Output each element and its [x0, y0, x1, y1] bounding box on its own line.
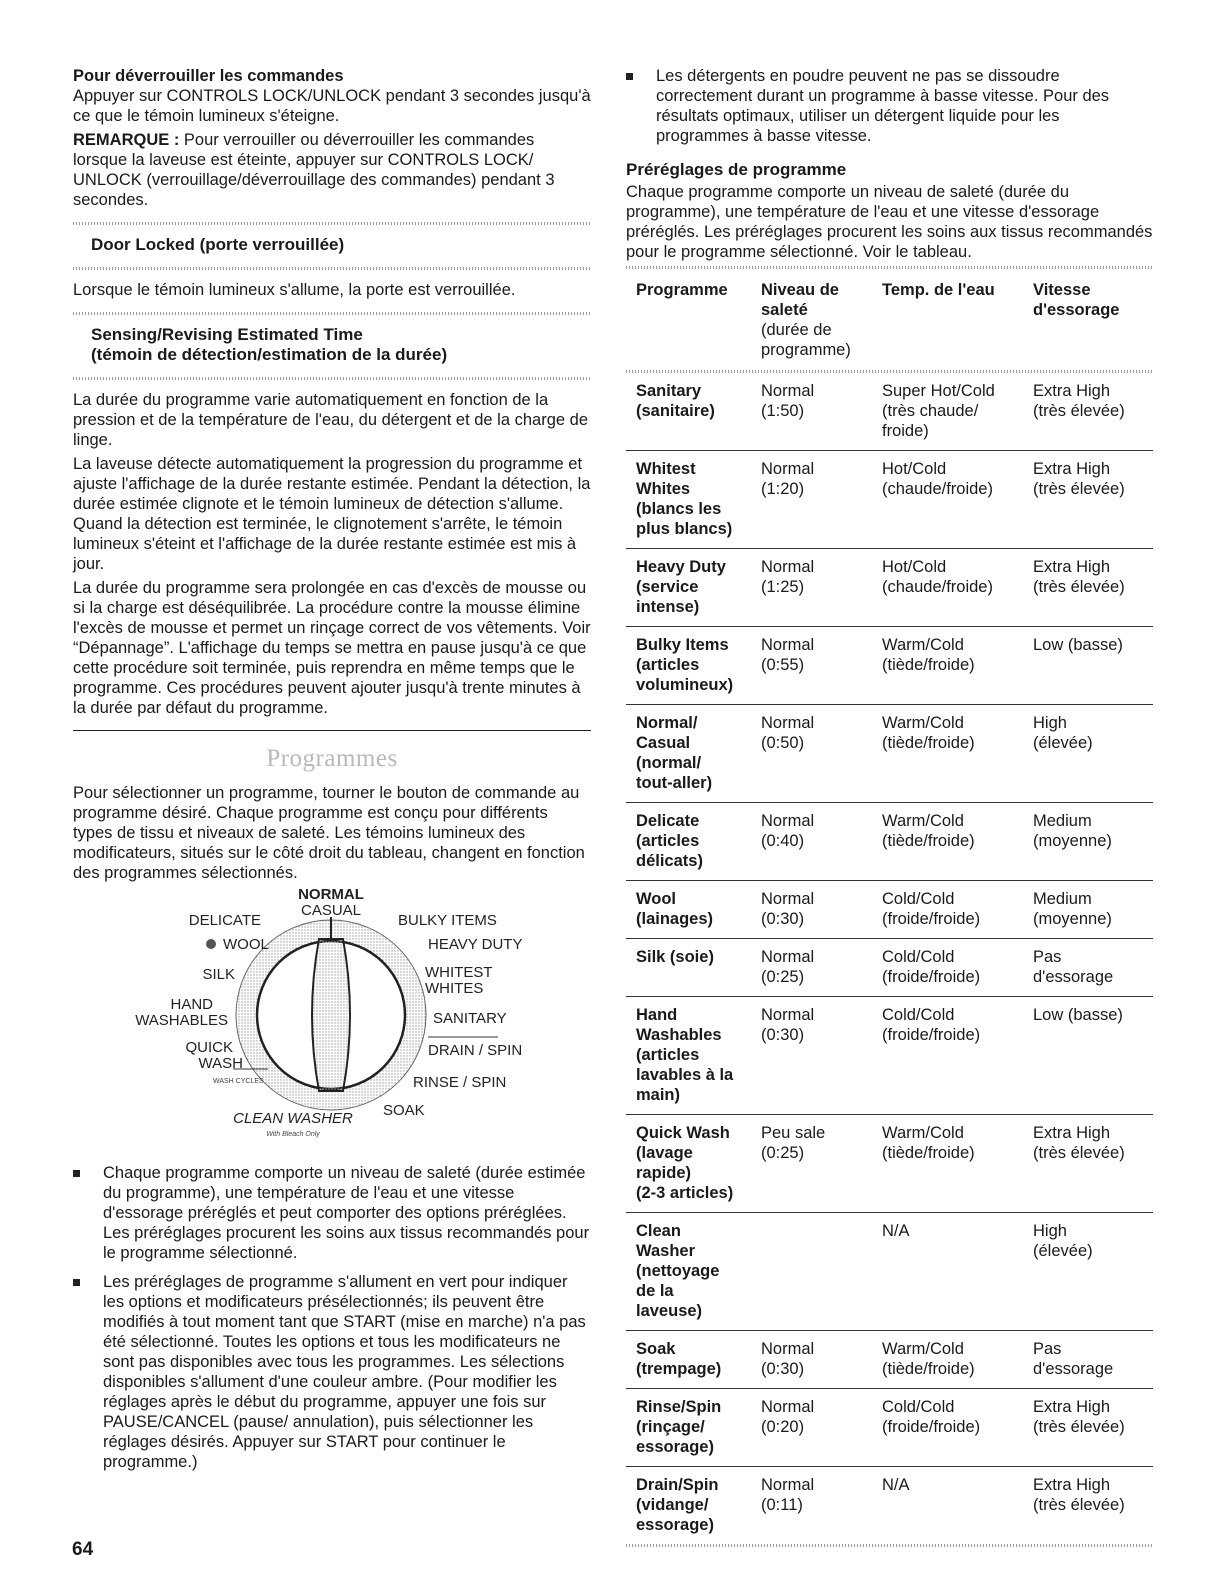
cell-line: Medium [1033, 812, 1092, 830]
cell-spin-speed [1033, 1213, 1153, 1331]
dotted-divider [73, 267, 591, 270]
cell-water-temp [882, 705, 1033, 803]
note-paragraph [73, 130, 591, 210]
cell-line: (tiède/froide) [882, 734, 975, 752]
cell-line: Hot/Cold [882, 558, 947, 576]
dial-label-normal: NORMAL [298, 887, 364, 903]
cell-line: Extra High [1033, 460, 1111, 478]
cell-line: Cold/Cold [882, 948, 955, 966]
cell-line: Normal [761, 1398, 815, 1416]
table-row [626, 1115, 1153, 1213]
cell-line: Wool [636, 890, 677, 908]
sensing-heading-line1: Sensing/Revising Estimated Time [91, 325, 363, 344]
section-divider [73, 730, 591, 731]
table-row [626, 705, 1153, 803]
bullet-text: Les préréglages de programme s'allument en vert pour indiquer les options et modificateurs présélectionnés; ils peuvent être modifiés à tout moment tant que START (mise en marche) n'a pas été sélectionné. Toutes les options et tous les modificateurs ne sont pas disponibles avec tous les programmes. Les sélections disponibles s'allument d'une couleur ambre. (Pour modifier les réglages après le début du programme, appuyer une fois sur PAUSE/CANCEL (pause/ annulation), puis sélectionner les réglages désirés. Appuyer sur START pour continuer le programme.) [103, 1273, 586, 1471]
cell-line: Normal [761, 812, 815, 830]
table-row [626, 1331, 1153, 1389]
cell-spin-speed [1033, 1389, 1153, 1467]
table-row [626, 803, 1153, 881]
cell-line: (0:20) [761, 1418, 805, 1436]
cell-line: Pas [1033, 1340, 1062, 1358]
cell-line: Normal/ [636, 714, 698, 732]
cell-spin-speed [1033, 451, 1153, 549]
cell-line: (lainages) [636, 910, 714, 928]
cell-line: Whitest [636, 460, 696, 478]
cell-line: Warm/Cold [882, 636, 964, 654]
cell-line: Warm/Cold [882, 1124, 964, 1142]
header-line: saleté [761, 301, 808, 319]
cell-line: Cold/Cold [882, 890, 955, 908]
cell-line: Silk (soie) [636, 948, 714, 966]
table-row [626, 997, 1153, 1115]
cell-line: Extra High [1033, 558, 1111, 576]
header-line: Vitesse [1033, 281, 1091, 299]
cell-water-temp [882, 627, 1033, 705]
programmes-title: Programmes [266, 745, 398, 772]
note-label: REMARQUE : [73, 131, 180, 149]
cell-soil-level [761, 1467, 882, 1545]
dial-label-wool: WOOL [223, 936, 269, 953]
cell-line: (très élevée) [1033, 1144, 1125, 1162]
cell-programme [626, 451, 761, 549]
bullet-item [73, 1163, 591, 1263]
sensing-paragraph-3: La durée du programme sera prolongée en cas d'excès de mousse ou si la charge est déséquilibrée. La procédure contre la mousse élimine l'excès de mousse et permet un rinçage correct de vos vêtements. Voir “Dépannage”. L'affichage du temps se mettra en pause jusqu'à ce que cette procédure soit terminée, puis reprendra en même temps que le programme. Ces procédures peuvent ajouter jusqu'à trente minutes à la durée par défaut du programme. [73, 579, 591, 717]
cell-water-temp [882, 881, 1033, 939]
cell-line: High [1033, 1222, 1067, 1240]
bullet-square-icon [73, 1279, 80, 1286]
cell-line: (sanitaire) [636, 402, 715, 420]
header-water-temp [882, 273, 1033, 370]
cell-line: Low (basse) [1033, 636, 1123, 654]
cell-water-temp [882, 373, 1033, 451]
cell-line: Hot/Cold [882, 460, 947, 478]
bullet-text: Chaque programme comporte un niveau de saleté (durée estimée du programme), une température de l'eau et une vitesse d'essorage préréglés et peut comporter des options préréglées. Les préréglages procurent les soins aux tissus recommandés pour le programme sélectionné. [103, 1164, 590, 1262]
cell-line: (service [636, 578, 699, 596]
cell-programme [626, 1213, 761, 1331]
cell-line: (très élevée) [1033, 1496, 1125, 1514]
cell-line: Medium [1033, 890, 1092, 908]
cell-line: Extra High [1033, 382, 1111, 400]
cell-line: rapide) [636, 1164, 692, 1182]
bullet-square-icon [626, 73, 633, 80]
left-column [73, 66, 591, 1481]
cell-line: délicats) [636, 852, 703, 870]
dial-label-soak: SOAK [383, 1102, 425, 1119]
cell-soil-level [761, 939, 882, 997]
cell-line: tout-aller) [636, 774, 713, 792]
cell-soil-level [761, 373, 882, 451]
cell-line: (1:25) [761, 578, 805, 596]
cell-line: Washer [636, 1242, 695, 1260]
cell-line: High [1033, 714, 1067, 732]
cell-line: (tiède/froide) [882, 832, 975, 850]
cell-line: (très élevée) [1033, 578, 1125, 596]
dial-label-silk: SILK [202, 966, 235, 983]
cell-line: intense) [636, 598, 700, 616]
cell-line: (froide/froide) [882, 968, 981, 986]
cell-line: d'essorage [1033, 968, 1114, 986]
header-soil-level [761, 273, 882, 370]
dial-label-wash-cycles: WASH CYCLES [213, 1078, 264, 1085]
cell-line: Normal [761, 460, 815, 478]
cell-line: (très chaude/ [882, 402, 979, 420]
cell-line: Extra High [1033, 1124, 1111, 1142]
cell-programme [626, 1389, 761, 1467]
cell-line: Normal [761, 1006, 815, 1024]
cell-line: froide) [882, 422, 929, 440]
cell-line: (très élevée) [1033, 480, 1125, 498]
cell-soil-level [761, 627, 882, 705]
cell-soil-level [761, 881, 882, 939]
dial-label-rinse-spin: RINSE / SPIN [413, 1074, 507, 1091]
header-programme [626, 273, 761, 370]
dial-label-whitest: WHITEST [425, 964, 493, 981]
cell-line: Washables [636, 1026, 722, 1044]
cell-programme [626, 939, 761, 997]
cell-line: (élevée) [1033, 734, 1093, 752]
cell-programme [626, 627, 761, 705]
cell-water-temp [882, 1115, 1033, 1213]
cell-line: (0:40) [761, 832, 805, 850]
cell-line: (trempage) [636, 1360, 722, 1378]
cell-soil-level [761, 451, 882, 549]
table-row [626, 881, 1153, 939]
cell-water-temp [882, 1467, 1033, 1545]
cell-line: Soak [636, 1340, 676, 1358]
cell-spin-speed [1033, 803, 1153, 881]
cell-spin-speed [1033, 881, 1153, 939]
bullet-item [626, 66, 1153, 146]
cell-soil-level [761, 803, 882, 881]
cell-spin-speed [1033, 997, 1153, 1115]
cell-line: (chaude/froide) [882, 480, 993, 498]
cell-line: Hand [636, 1006, 678, 1024]
cell-line: (tiède/froide) [882, 1360, 975, 1378]
cell-line: (0:50) [761, 734, 805, 752]
cell-water-temp [882, 939, 1033, 997]
right-column [626, 66, 1153, 1547]
cycle-dial-illustration [73, 887, 591, 1149]
cell-water-temp [882, 803, 1033, 881]
header-spin-speed [1033, 273, 1153, 370]
cell-line: (rinçage/ [636, 1418, 705, 1436]
table-row [626, 1467, 1153, 1545]
page-number: 64 [72, 1539, 94, 1560]
table-row [626, 627, 1153, 705]
door-locked-heading: Door Locked (porte verrouillée) [91, 235, 345, 254]
cell-water-temp [882, 1331, 1033, 1389]
presets-heading: Préréglages de programme [626, 160, 847, 179]
cell-line: Normal [761, 948, 815, 966]
dotted-divider [73, 377, 591, 380]
table-row [626, 1213, 1153, 1331]
cell-spin-speed [1033, 627, 1153, 705]
dial-label-bulky-items: BULKY ITEMS [398, 912, 497, 929]
cell-line: Warm/Cold [882, 714, 964, 732]
cell-spin-speed [1033, 549, 1153, 627]
cell-programme [626, 803, 761, 881]
cell-line: d'essorage [1033, 1360, 1114, 1378]
cell-line: lavables à la [636, 1066, 734, 1084]
dial-label-casual: CASUAL [300, 902, 362, 919]
cell-line: Normal [761, 1476, 815, 1494]
cell-soil-level [761, 1213, 882, 1331]
cell-programme [626, 1467, 761, 1545]
cell-line: (articles [636, 832, 700, 850]
dial-label-clean-washer: CLEAN WASHER [233, 1110, 353, 1127]
cell-soil-level [761, 997, 882, 1115]
dial-label-with-bleach: With Bleach Only [266, 1131, 320, 1138]
cell-line: Normal [761, 890, 815, 908]
cell-line: Casual [636, 734, 691, 752]
cell-soil-level [761, 1389, 882, 1467]
cell-programme [626, 549, 761, 627]
dial-label-drain-spin: DRAIN / SPIN [428, 1042, 523, 1059]
cell-line: de la [636, 1282, 674, 1300]
table-header-row [626, 273, 1153, 370]
cell-line: (0:11) [761, 1496, 803, 1514]
cycle-dial-svg [73, 887, 591, 1149]
cell-line: Normal [761, 714, 815, 732]
dial-label-wash: WASH [198, 1055, 243, 1072]
bullet-item [73, 1272, 591, 1472]
cell-water-temp [882, 1389, 1033, 1467]
cell-water-temp [882, 997, 1033, 1115]
cell-line: Extra High [1033, 1398, 1111, 1416]
cell-line: (1:20) [761, 480, 805, 498]
dial-label-sanitary: SANITARY [433, 1010, 507, 1027]
cycle-bullets [73, 1163, 591, 1472]
cell-line: volumineux) [636, 676, 734, 694]
cell-line: (très élevée) [1033, 402, 1125, 420]
cell-programme [626, 1115, 761, 1213]
table-bottom-rule [626, 1544, 1153, 1547]
sensing-heading-line2: (témoin de détection/estimation de la durée) [91, 345, 448, 364]
dial-grip [312, 939, 350, 1091]
cell-line: essorage) [636, 1438, 714, 1456]
cell-line: Normal [761, 558, 815, 576]
cell-line: Low (basse) [1033, 1006, 1123, 1024]
cell-line: (nettoyage [636, 1262, 720, 1280]
dial-label-delicate: DELICATE [188, 912, 261, 929]
cell-line: Peu sale [761, 1124, 826, 1142]
cell-line: laveuse) [636, 1302, 703, 1320]
bullet-square-icon [73, 1170, 80, 1177]
cell-soil-level [761, 1115, 882, 1213]
sensing-paragraph-1: La durée du programme varie automatiquement en fonction de la pression et de la température de l'eau, du détergent et de la charge de linge. [73, 391, 588, 449]
cell-line: (0:30) [761, 1026, 805, 1044]
cell-water-temp [882, 451, 1033, 549]
cell-line: (froide/froide) [882, 1418, 981, 1436]
dotted-divider [73, 312, 591, 315]
dial-label-washables: WASHABLES [135, 1012, 228, 1029]
cell-line: (élevée) [1033, 1242, 1093, 1260]
cell-line: (0:25) [761, 1144, 805, 1162]
cell-line: (lavage [636, 1144, 693, 1162]
cell-spin-speed [1033, 1115, 1153, 1213]
header-line: Programme [636, 281, 728, 299]
bullet-text: Les détergents en poudre peuvent ne pas se dissoudre correctement durant un programme à basse vitesse. Pour des résultats optimaux, utiliser un détergent liquide pour les programmes à basse vitesse. [656, 67, 1110, 145]
cell-line: Clean [636, 1222, 681, 1240]
cell-line: (0:25) [761, 968, 805, 986]
cell-line: (1:50) [761, 402, 805, 420]
cell-line: Whites [636, 480, 691, 498]
cell-soil-level [761, 549, 882, 627]
cell-spin-speed [1033, 373, 1153, 451]
cell-spin-speed [1033, 1331, 1153, 1389]
cell-programme [626, 373, 761, 451]
cell-line: (articles [636, 1046, 700, 1064]
cell-line: (moyenne) [1033, 910, 1112, 928]
cell-line: (0:30) [761, 910, 805, 928]
cell-line: Cold/Cold [882, 1398, 955, 1416]
cell-line: N/A [882, 1222, 910, 1240]
cell-line: main) [636, 1086, 681, 1104]
cell-line: Delicate [636, 812, 700, 830]
dial-label-whites: WHITES [425, 980, 484, 997]
cell-line: Cold/Cold [882, 1006, 955, 1024]
header-line: programme) [761, 341, 851, 359]
cell-spin-speed [1033, 1467, 1153, 1545]
cell-line: Warm/Cold [882, 1340, 964, 1358]
cell-programme [626, 881, 761, 939]
header-line: Temp. de l'eau [882, 281, 995, 299]
cell-line: Normal [761, 382, 815, 400]
cell-programme [626, 1331, 761, 1389]
cell-line: Heavy Duty [636, 558, 726, 576]
header-line: d'essorage [1033, 301, 1120, 319]
cell-line: Warm/Cold [882, 812, 964, 830]
cell-line: (0:55) [761, 656, 805, 674]
cell-line: Extra High [1033, 1476, 1111, 1494]
cell-line: Bulky Items [636, 636, 729, 654]
header-line: (durée de [761, 321, 832, 339]
cell-line: (vidange/ [636, 1496, 709, 1514]
table-row [626, 549, 1153, 627]
cell-line: (blancs les [636, 500, 722, 518]
cell-line: N/A [882, 1476, 910, 1494]
cell-soil-level [761, 1331, 882, 1389]
unlock-heading: Pour déverrouiller les commandes [73, 67, 344, 85]
cell-line: Pas [1033, 948, 1062, 966]
dial-label-hand: HAND [170, 996, 213, 1013]
cell-line: (normal/ [636, 754, 702, 772]
cell-line: Quick Wash [636, 1124, 730, 1142]
table-body [626, 373, 1153, 1544]
header-line: Niveau de [761, 281, 839, 299]
cell-line: (froide/froide) [882, 910, 981, 928]
cell-water-temp [882, 1213, 1033, 1331]
cell-spin-speed [1033, 705, 1153, 803]
presets-table [626, 273, 1153, 1544]
table-top-rule [626, 266, 1153, 269]
cell-water-temp [882, 549, 1033, 627]
door-locked-text: Lorsque le témoin lumineux s'allume, la porte est verrouillée. [73, 281, 516, 299]
note-text: Pour verrouiller ou déverrouiller les commandes lorsque la laveuse est éteinte, appuyer sur CONTROLS LOCK/ UNLOCK (verrouillage/déverrouillage des commandes) pendant 3 secondes. [73, 131, 555, 209]
cell-line: Rinse/Spin [636, 1398, 722, 1416]
table-row [626, 451, 1153, 549]
cell-line: essorage) [636, 1516, 714, 1534]
table-row [626, 1389, 1153, 1467]
table-row [626, 373, 1153, 451]
cell-programme [626, 997, 761, 1115]
cell-line: Normal [761, 636, 815, 654]
cell-line: Normal [761, 1340, 815, 1358]
cell-line: (tiède/froide) [882, 1144, 975, 1162]
cell-spin-speed [1033, 939, 1153, 997]
cell-line: (tiède/froide) [882, 656, 975, 674]
cell-line: (articles [636, 656, 700, 674]
cell-line: Drain/Spin [636, 1476, 719, 1494]
unlock-text: Appuyer sur CONTROLS LOCK/UNLOCK pendant 3 secondes jusqu'à ce que le témoin lumineux s'éteigne. [73, 87, 591, 125]
dial-label-quick: QUICK [185, 1039, 233, 1056]
cell-line: Sanitary [636, 382, 702, 400]
cell-line: (froide/froide) [882, 1026, 981, 1044]
dotted-divider [73, 222, 591, 225]
cell-line: plus blancs) [636, 520, 733, 538]
cell-line: (moyenne) [1033, 832, 1112, 850]
sensing-paragraph-2: La laveuse détecte automatiquement la progression du programme et ajuste l'affichage de la durée restante estimée. Pendant la détection, la durée estimée clignote et le témoin lumineux de détection s'allume. Quand la détection est terminée, le clignotement s'arrête, le témoin lumineux s'éteint et l'affichage de la durée restante estimée est mis à jour. [73, 455, 591, 573]
cell-soil-level [761, 705, 882, 803]
cell-line: Super Hot/Cold [882, 382, 995, 400]
dial-label-heavy-duty: HEAVY DUTY [428, 936, 523, 953]
cell-line: (chaude/froide) [882, 578, 993, 596]
cell-line: (0:30) [761, 1360, 805, 1378]
wool-icon [206, 939, 216, 949]
table-row [626, 939, 1153, 997]
cell-line: (très élevée) [1033, 1418, 1125, 1436]
cell-programme [626, 705, 761, 803]
cell-line: (2-3 articles) [636, 1184, 734, 1202]
presets-text: Chaque programme comporte un niveau de saleté (durée du programme), une température de l'eau et une vitesse d'essorage préréglés. Les préréglages procurent les soins aux tissus recommandés pour le programme sélectionné. Voir le tableau. [626, 183, 1153, 261]
programmes-text: Pour sélectionner un programme, tourner le bouton de commande au programme désiré. Chaque programme est conçu pour différents types de tissu et niveaux de saleté. Les témoins lumineux des modificateurs, situés sur le côté droit du tableau, changent en fonction des programmes sélectionnés. [73, 784, 585, 882]
